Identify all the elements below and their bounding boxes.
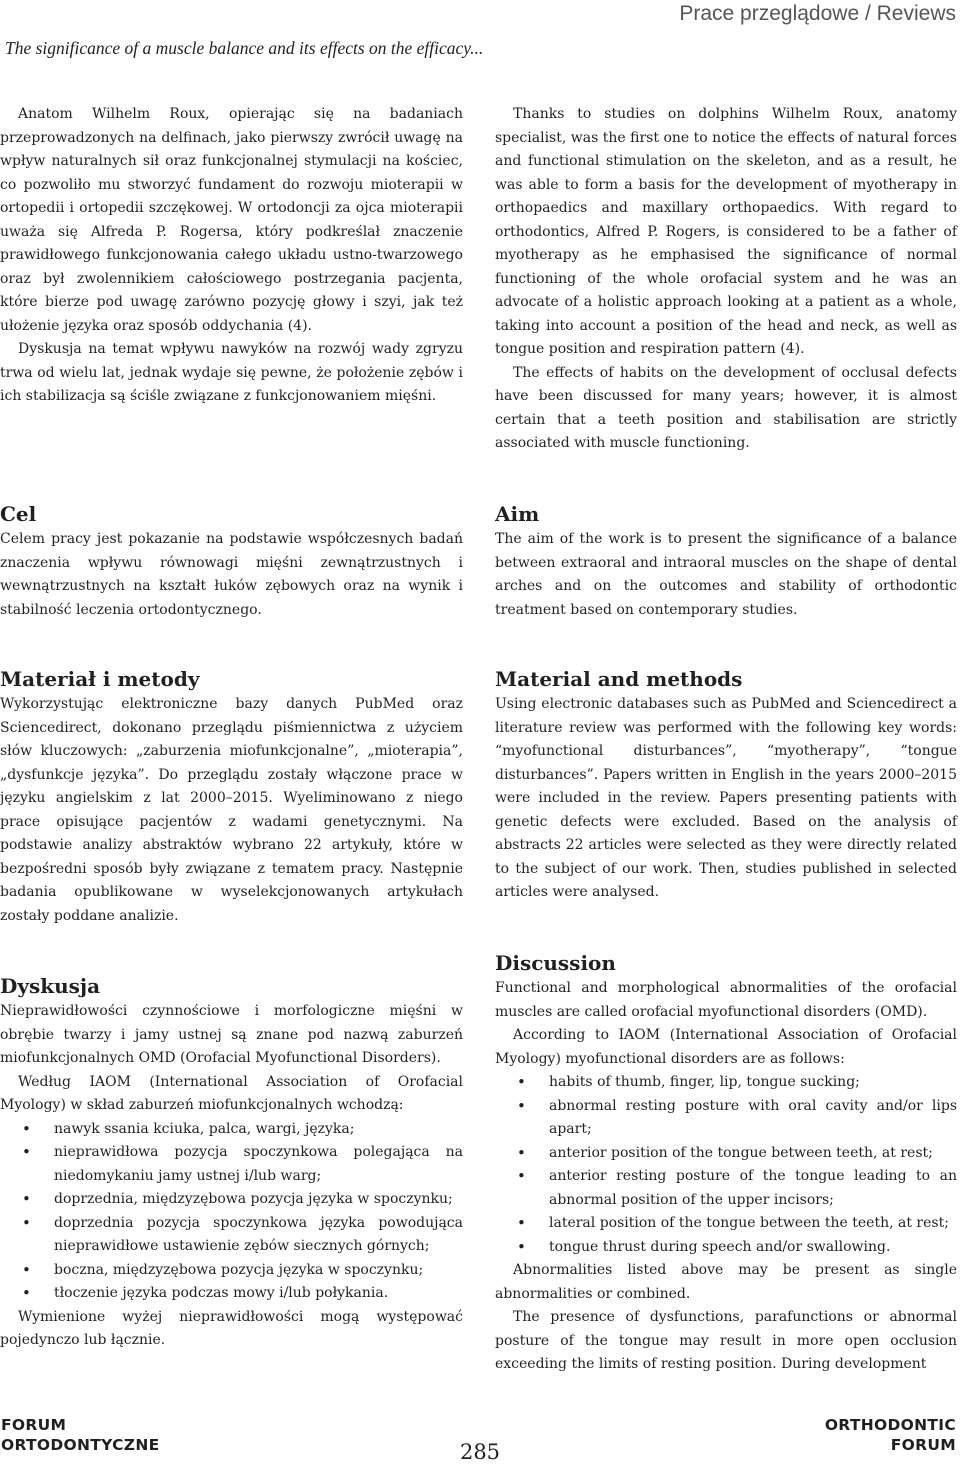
list-item: • doprzednia, międzyzębowa pozycja języka w spoczynku;: [0, 1188, 463, 1212]
pl-discussion-paragraph-1: Nieprawidłowości czynnościowe i morfologiczne mięśni w obrębie twarzy i jamy ustnej są znane pod nazwą zaburzeń miofunkcjonalnych OMD (Orofacial Myofunctional Disorders).: [0, 1003, 463, 1066]
list-item: • doprzednia pozycja spoczynkowa języka powodująca nieprawidłowe ustawienie zębów siecznych górnych;: [0, 1212, 463, 1259]
section-label: Prace przeglądowe / Reviews: [679, 2, 956, 25]
en-aim-heading: Aim: [495, 502, 540, 526]
pl-methods-section: [0, 667, 463, 928]
pl-intro-paragraph-1: Anatom Wilhelm Roux, opierając się na badaniach przeprowadzonych na delfinach, jako pierwszy zwrócił uwagę na wpływ naturalnych sił oraz funkcjonalnej stymulacji na kościec, co pozwoliło mu stworzyć fundament do rozwoju mioterapii w ortopedii i ortopedii szczękowej. W ortodoncji za ojca mioterapii uważa się Alfreda P. Rogersa, który podkreślał znaczenie prawidłowego funkcjonowania całego układu ustno-twarzowego oraz był zwolennikiem całościowego postrzegania pacjenta, które bierze pod uwagę zarówno pozycję głowy i szyi, jak też ułożenie języka oraz sposób oddychania (4).: [0, 106, 463, 334]
list-item: • abnormal resting posture with oral cavity and/or lips apart;: [495, 1095, 957, 1142]
en-discussion-paragraph-1: Functional and morphological abnormalities of the orofacial muscles are called orofacial myofunctional disorders (OMD).: [495, 980, 957, 1020]
pl-discussion-paragraph-3: Wymienione wyżej nieprawidłowości mogą występować pojedynczo lub łącznie.: [0, 1308, 463, 1348]
list-item: • nawyk ssania kciuka, palca, wargi, języka;: [0, 1118, 463, 1142]
footer-journal-en-line-1: ORTHODONTIC: [824, 1416, 956, 1434]
en-intro-paragraph-1: Thanks to studies on dolphins Wilhelm Roux, anatomy specialist, was the first one to notice the effects of natural forces and functional stimulation on the skeleton, and as a result, he was able to form a basis for the development of myotherapy in orthopaedics and maxillary orthopaedics. With regard to orthodontics, Alfred P. Rogers, is considered to be a father of myotherapy as he emphasised the significance of normal functioning of the whole orofacial system and he was an advocate of a holistic approach looking at a patient as a whole, taking into account a position of the head and neck, as well as tongue position and respiration pattern (4).: [495, 106, 957, 357]
en-discussion-paragraph-2: According to IAOM (International Association of Orofacial Myology) myofunctional disorders are as follows:: [495, 1027, 957, 1067]
pl-methods-text: Wykorzystując elektroniczne bazy danych PubMed oraz Sciencedirect, dokonano przeglądu piśmiennictwa z użyciem słów kluczowych: „zaburzenia miofunkcjonalne”, „mioterapia”, „dysfunkcje języka”. Do przeglądu zostały włączone prace w języku angielskim z lat 2000–2015. Wyeliminowano z niego prace opisujące pacjentów z wadami genetycznymi. Na podstawie analizy abstraktów wybrano 22 artykuły, które w bezpośredni sposób były związane z tematem pracy. Następnie badania opublikowane w wyselekcjonowanych artykułach zostały poddane analizie.: [0, 696, 463, 924]
footer-journal-pl-line-1: FORUM: [1, 1416, 67, 1434]
en-aim-section: [495, 502, 957, 622]
list-item: • tłoczenie języka podczas mowy i/lub połykania.: [0, 1282, 463, 1306]
en-discussion-heading: Discussion: [495, 951, 616, 975]
list-item: • nieprawidłowa pozycja spoczynkowa polegająca na niedomykaniu jamy ustnej i/lub warg;: [0, 1141, 463, 1188]
list-item: • habits of thumb, finger, lip, tongue sucking;: [495, 1071, 957, 1095]
en-discussion-section: [495, 951, 957, 1377]
pl-intro: [0, 103, 463, 409]
en-omd-list: [495, 1071, 957, 1259]
pl-methods-heading: Materiał i metody: [0, 667, 200, 691]
footer-journal-en-line-2: FORUM: [890, 1436, 956, 1454]
footer-journal-pl: [1, 1415, 160, 1455]
footer-journal-en: [760, 1415, 956, 1455]
list-item: • anterior resting posture of the tongue leading to an abnormal position of the upper incisors;: [495, 1165, 957, 1212]
page-number: 285: [459, 1440, 501, 1464]
pl-discussion-heading: Dyskusja: [0, 974, 101, 998]
list-item: • tongue thrust during speech and/or swallowing.: [495, 1236, 957, 1260]
list-item: • lateral position of the tongue between the teeth, at rest;: [495, 1212, 957, 1236]
en-methods-heading: Material and methods: [495, 667, 743, 691]
pl-aim-section: [0, 502, 463, 622]
en-intro: [495, 103, 957, 456]
pl-aim-text: Celem pracy jest pokazanie na podstawie współczesnych badań znaczenia wpływu równowagi mięśni zewnątrzustnych i wewnątrzustnych na kształt łuków zębowych oraz na wynik i stabilność leczenia ortodontycznego.: [0, 531, 463, 618]
pl-omd-list: [0, 1118, 463, 1306]
pl-intro-paragraph-2: Dyskusja na temat wpływu nawyków na rozwój wady zgryzu trwa od wielu lat, jednak wydaje się pewne, że położenie zębów i ich stabilizacja są ściśle związane z funkcjonowaniem mięśni.: [0, 341, 463, 404]
pl-discussion-paragraph-2: Według IAOM (International Association of Orofacial Myology) w skład zaburzeń miofunkcjonalnych wchodzą:: [0, 1073, 463, 1113]
list-item: • anterior position of the tongue between teeth, at rest;: [495, 1142, 957, 1166]
en-aim-text: The aim of the work is to present the significance of a balance between extraoral and intraoral muscles on the shape of dental arches and on the outcomes and stability of orthodontic treatment based on contemporary studies.: [495, 531, 957, 618]
en-methods-text: Using electronic databases such as PubMed and Sciencedirect a literature review was performed with the following key words: “myofunctional disturbances”, “myotherapy”, “tongue disturbances”. Papers written in English in the years 2000–2015 were included in the review. Papers presenting patients with genetic defects were excluded. Based on the analysis of abstracts 22 articles were selected as they were directly related to the subject of our work. Then, studies published in selected articles were analysed.: [495, 696, 957, 900]
running-title: The significance of a muscle balance and its effects on the efficacy...: [5, 38, 484, 58]
en-methods-section: [495, 667, 957, 905]
pl-aim-heading: Cel: [0, 502, 37, 526]
en-intro-paragraph-2: The effects of habits on the development of occlusal defects have been discussed for many years; however, it is almost certain that a teeth position and stabilisation are strictly associated with muscle functioning.: [495, 364, 957, 451]
pl-discussion-section: [0, 974, 463, 1353]
footer-journal-pl-line-2: ORTODONTYCZNE: [1, 1436, 160, 1454]
list-item: • boczna, międzyzębowa pozycja języka w spoczynku;: [0, 1259, 463, 1283]
en-discussion-paragraph-4: The presence of dysfunctions, parafunctions or abnormal posture of the tongue may result in more open occlusion exceeding the limits of resting position. During development: [495, 1309, 957, 1372]
en-discussion-paragraph-3: Abnormalities listed above may be present as single abnormalities or combined.: [495, 1262, 957, 1302]
